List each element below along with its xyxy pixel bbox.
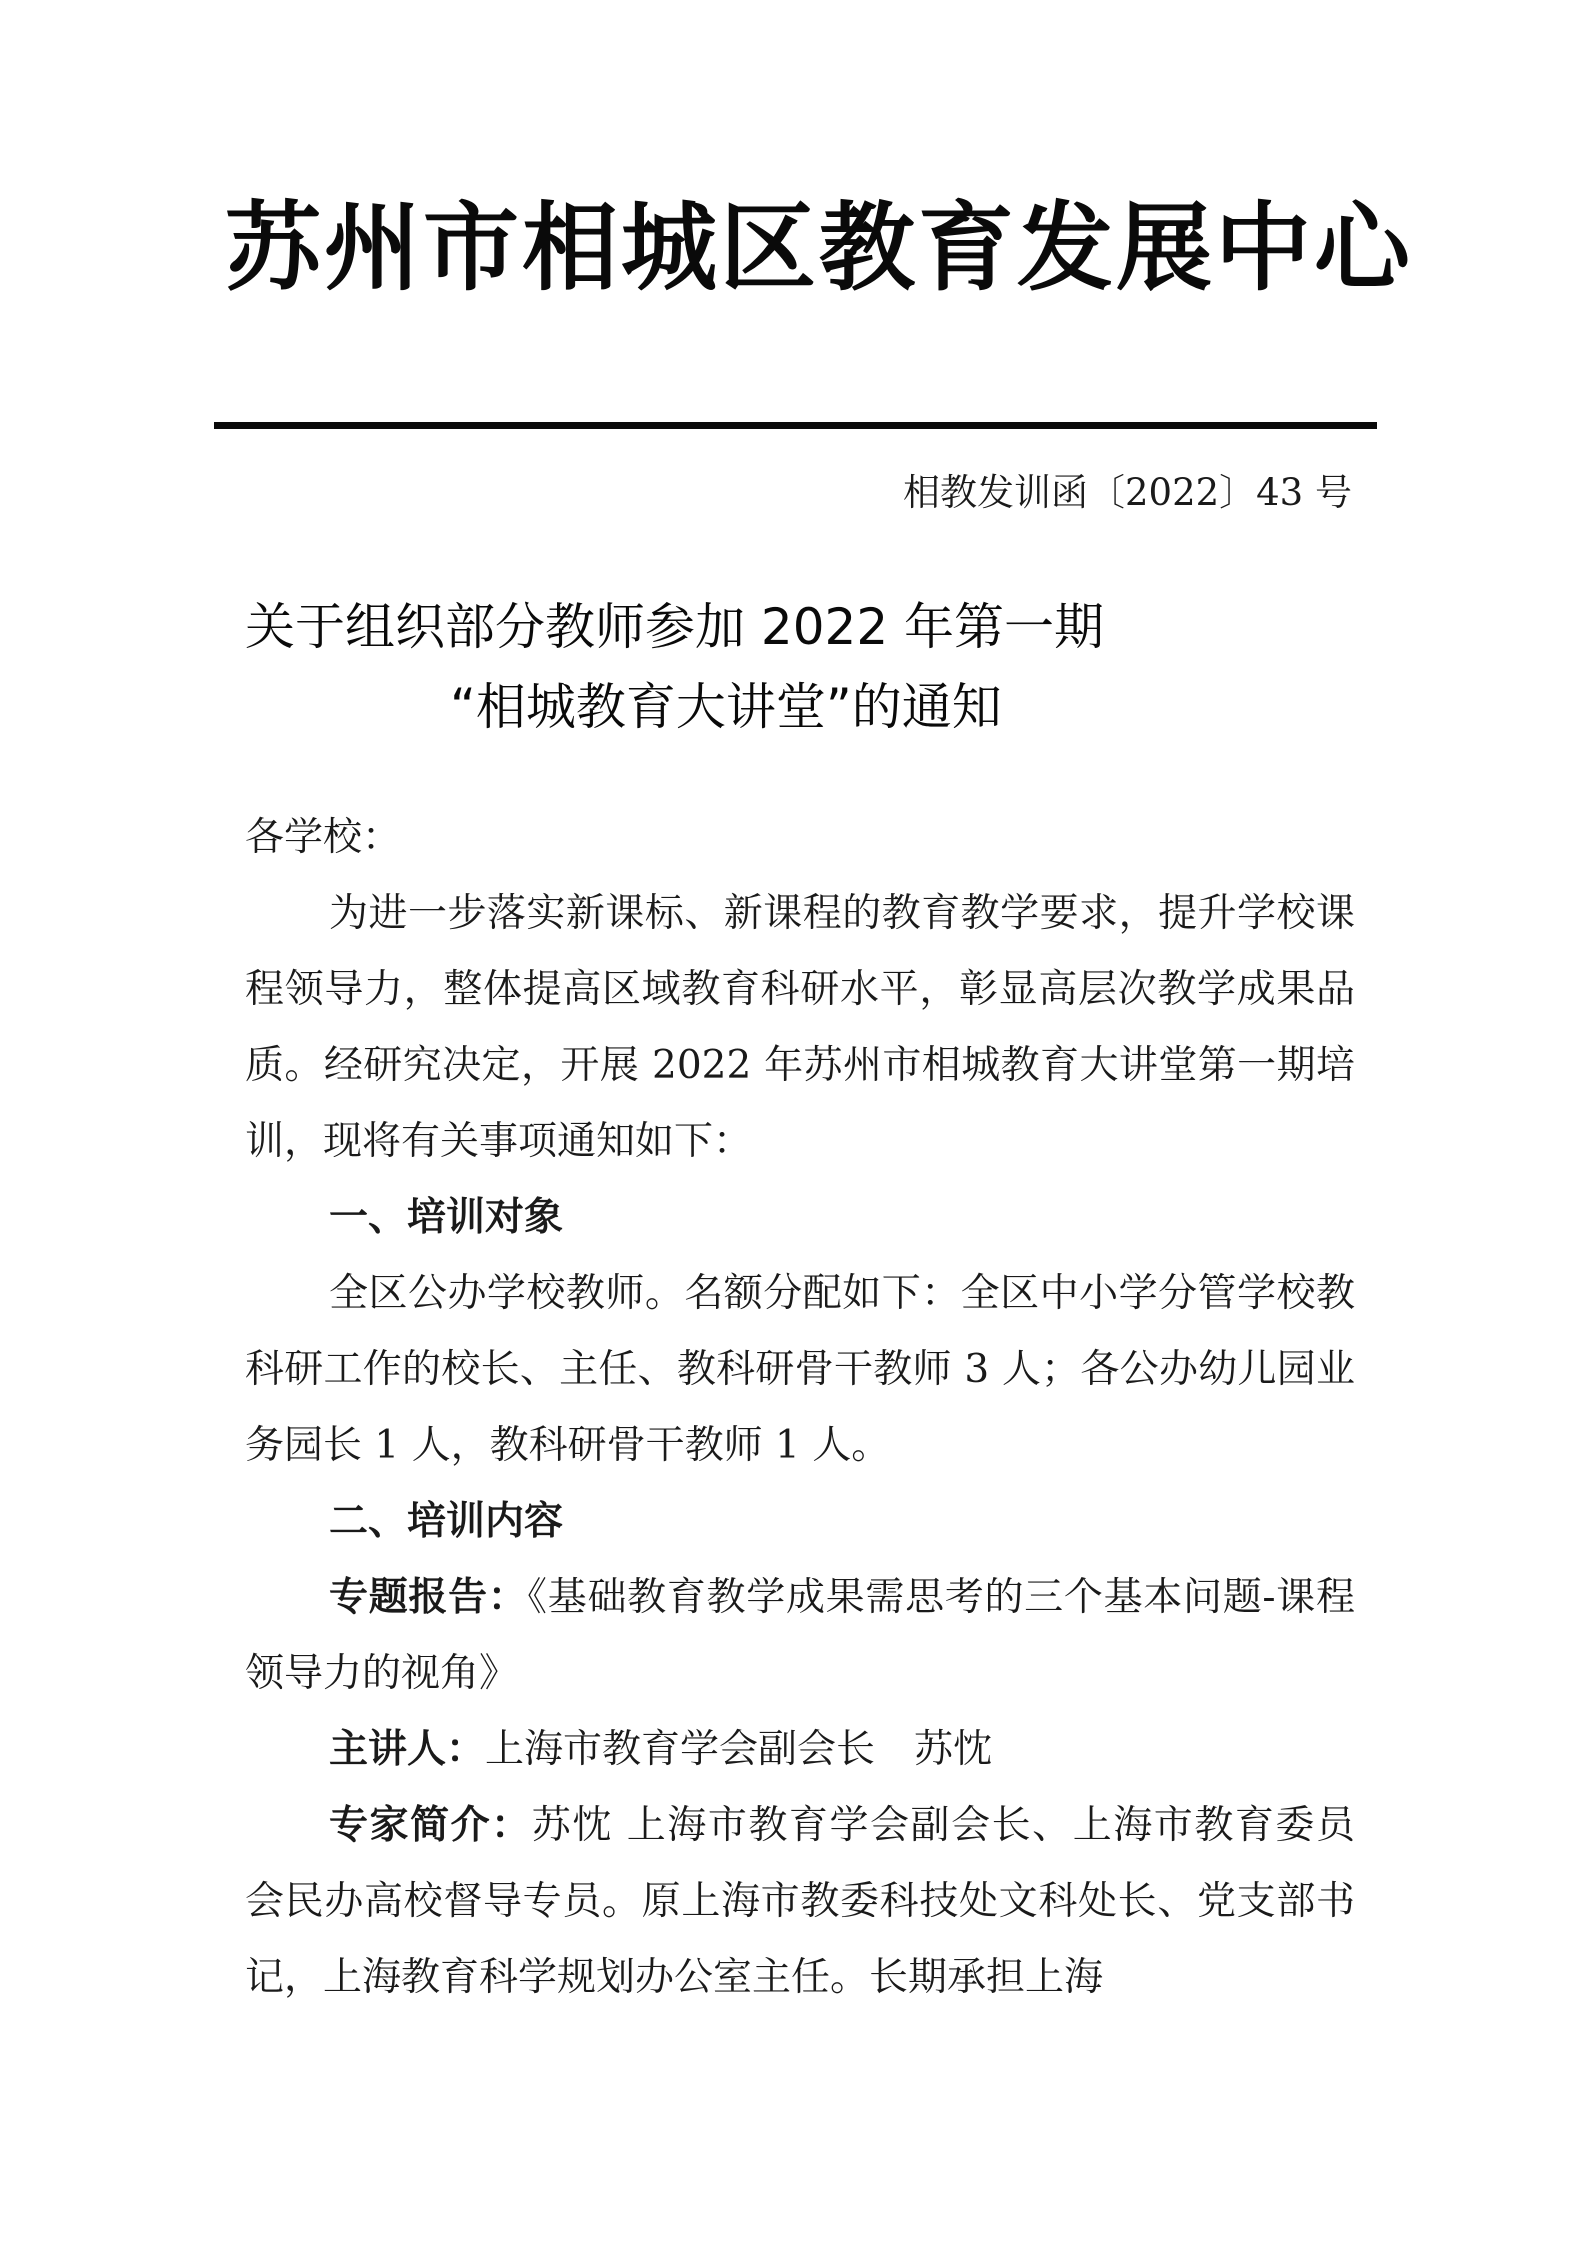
report-title: 《基础教育教学成果需思考的三个基本问题-课程领导力的视角》 (245, 1575, 1355, 1696)
document-title (245, 587, 1365, 747)
title-line-1: 关于组织部分教师参加 2022 年第一期 (245, 598, 1105, 656)
intro-paragraph: 为进一步落实新课标、新课程的教育教学要求，提升学校课程领导力，整体提高区域教育科研水平，彰显高层次教学成果品质。经研究决定，开展 2022 年苏州市相城教育大讲堂第一期培训，现将有关事项通知如下： (245, 891, 1355, 1164)
speaker-name: 上海市教育学会副会长 苏忱 (485, 1727, 993, 1772)
document-number: 相教发训函〔2022〕43 号 (902, 471, 1352, 514)
document-body (245, 800, 1355, 2016)
profile-label: 专家简介： (329, 1803, 532, 1848)
targets-paragraph: 全区公办学校教师。名额分配如下：全区中小学分管学校教科研工作的校长、主任、教科研骨干教师 3 人；各公办幼儿园业务园长 1 人，教科研骨干教师 1 人。 (245, 1271, 1355, 1468)
profile-paragraph (245, 1788, 1355, 2016)
section-heading-content: 二、培训内容 (329, 1499, 564, 1544)
issuing-organization: 苏州市相城区教育发展中心 (225, 192, 1413, 304)
report-paragraph (245, 1560, 1355, 1712)
salutation: 各学校： (245, 815, 402, 860)
header-divider (214, 422, 1377, 429)
section-heading-targets: 一、培训对象 (329, 1195, 564, 1240)
title-line-2: “相城教育大讲堂”的通知 (450, 678, 1002, 736)
profile-text: 苏忱 上海市教育学会副会长、上海市教育委员会民办高校督导专员。原上海市教委科技处文科处长、党支部书记，上海教育科学规划办公室主任。长期承担上海 (245, 1803, 1355, 2000)
speaker-paragraph (245, 1712, 1355, 1788)
report-label: 专题报告： (329, 1575, 528, 1620)
speaker-label: 主讲人： (329, 1727, 486, 1772)
